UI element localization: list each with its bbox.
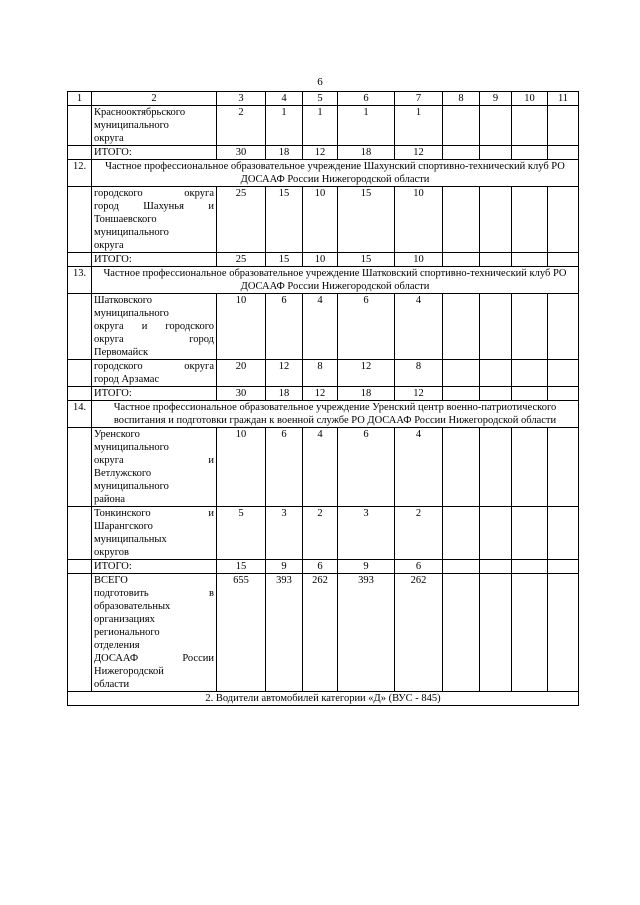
name-line: ДОСААФ России	[94, 653, 214, 664]
total-value: 10	[395, 253, 443, 267]
name-line: округа и	[94, 455, 214, 466]
name-line: муниципального	[94, 481, 169, 492]
municipality-name	[92, 360, 217, 387]
table-row	[68, 428, 579, 507]
empty-cell	[548, 560, 579, 574]
name-line: ВСЕГО	[94, 575, 128, 586]
name-line: городского округа	[94, 188, 214, 199]
municipality-name	[92, 507, 217, 560]
column-number-header: 8	[443, 92, 480, 106]
empty-cell	[480, 428, 512, 507]
training-plan-table	[67, 91, 579, 706]
table-row	[68, 574, 579, 692]
organization-name: Частное профессиональное образовательное учреждение Уренский центр военно-патриотического воспитания и подготовки граждан к военной службе РО ДОСААФ России Нижегородской области	[92, 401, 579, 428]
row-number: 12.	[68, 160, 92, 187]
section-caption: 2. Водители автомобилей категории «Д» (ВУС - 845)	[68, 692, 579, 706]
municipality-name	[92, 106, 217, 146]
name-line: организациях	[94, 614, 155, 625]
plan-value: 10	[303, 187, 338, 253]
plan-value: 15	[338, 187, 395, 253]
plan-value: 4	[303, 428, 338, 507]
empty-cell	[512, 294, 548, 360]
plan-value: 1	[338, 106, 395, 146]
empty-cell	[548, 428, 579, 507]
row-number	[68, 360, 92, 387]
total-value: 18	[266, 387, 303, 401]
empty-cell	[548, 507, 579, 560]
plan-value: 6	[338, 294, 395, 360]
name-line: муниципального	[94, 308, 169, 319]
empty-cell	[548, 253, 579, 267]
row-number	[68, 294, 92, 360]
page-number: 6	[317, 76, 323, 88]
name-line: муниципального	[94, 120, 169, 131]
empty-cell	[443, 574, 480, 692]
empty-cell	[548, 574, 579, 692]
row-number	[68, 187, 92, 253]
total-value: 30	[217, 387, 266, 401]
empty-cell	[480, 507, 512, 560]
name-line: отделения	[94, 640, 140, 651]
total-value: 9	[266, 560, 303, 574]
municipality-name	[92, 428, 217, 507]
organization-name: Частное профессиональное образовательное учреждение Шатковский спортивно-технический клуб РО ДОСААФ России Нижегородской области	[92, 267, 579, 294]
plan-value: 25	[217, 187, 266, 253]
plan-value: 2	[303, 507, 338, 560]
name-line: город Шахунья и	[94, 201, 214, 212]
plan-value: 12	[266, 360, 303, 387]
plan-value: 8	[303, 360, 338, 387]
empty-cell	[480, 146, 512, 160]
name-line: Тонкинского и	[94, 508, 214, 519]
table-row	[68, 187, 579, 253]
organization-row	[68, 267, 579, 294]
total-value: 12	[303, 146, 338, 160]
total-value: 15	[338, 253, 395, 267]
name-line: Нижегородской	[94, 666, 164, 677]
empty-cell	[512, 387, 548, 401]
empty-cell	[443, 387, 480, 401]
column-number-header: 10	[512, 92, 548, 106]
total-label: ИТОГО:	[92, 387, 217, 401]
plan-value: 4	[395, 428, 443, 507]
column-number-header: 5	[303, 92, 338, 106]
name-line: городского округа	[94, 361, 214, 372]
name-line: округа	[94, 133, 124, 144]
name-line: района	[94, 494, 126, 505]
plan-value: 15	[266, 187, 303, 253]
empty-cell	[512, 560, 548, 574]
row-number	[68, 253, 92, 267]
total-label: ИТОГО:	[92, 146, 217, 160]
total-value: 15	[266, 253, 303, 267]
table-row	[68, 507, 579, 560]
row-number	[68, 146, 92, 160]
total-value: 25	[217, 253, 266, 267]
empty-cell	[443, 253, 480, 267]
total-row	[68, 387, 579, 401]
empty-cell	[443, 360, 480, 387]
plan-value: 4	[303, 294, 338, 360]
plan-value: 6	[266, 428, 303, 507]
empty-cell	[443, 428, 480, 507]
empty-cell	[480, 574, 512, 692]
empty-cell	[480, 360, 512, 387]
total-label: ИТОГО:	[92, 560, 217, 574]
plan-value: 3	[338, 507, 395, 560]
total-value: 18	[338, 146, 395, 160]
municipality-name	[92, 187, 217, 253]
name-line: Шарангского	[94, 521, 153, 532]
plan-value: 10	[395, 187, 443, 253]
total-value: 18	[338, 387, 395, 401]
name-line: области	[94, 679, 130, 690]
plan-value: 5	[217, 507, 266, 560]
row-number	[68, 574, 92, 692]
plan-value: 10	[217, 428, 266, 507]
empty-cell	[512, 574, 548, 692]
plan-value: 393	[338, 574, 395, 692]
plan-value: 2	[217, 106, 266, 146]
empty-cell	[512, 106, 548, 146]
organization-row	[68, 401, 579, 428]
empty-cell	[548, 360, 579, 387]
total-value: 9	[338, 560, 395, 574]
plan-value: 8	[395, 360, 443, 387]
name-line: регионального	[94, 627, 160, 638]
plan-value: 6	[266, 294, 303, 360]
name-line: муниципальных	[94, 534, 167, 545]
plan-value: 1	[395, 106, 443, 146]
name-line: Краснооктябрьского	[94, 107, 186, 118]
empty-cell	[443, 560, 480, 574]
empty-cell	[512, 360, 548, 387]
municipality-name	[92, 574, 217, 692]
empty-cell	[512, 146, 548, 160]
empty-cell	[480, 560, 512, 574]
name-line: Тоншаевского	[94, 214, 157, 225]
empty-cell	[512, 507, 548, 560]
plan-value: 1	[266, 106, 303, 146]
column-number-header: 11	[548, 92, 579, 106]
name-line: Ветлужского	[94, 468, 152, 479]
column-number-header: 9	[480, 92, 512, 106]
total-value: 18	[266, 146, 303, 160]
name-line: Первомайск	[94, 347, 149, 358]
total-value: 12	[395, 387, 443, 401]
empty-cell	[443, 106, 480, 146]
organization-name: Частное профессиональное образовательное учреждение Шахунский спортивно-технический клуб РО ДОСААФ России Нижегородской области	[92, 160, 579, 187]
plan-value: 3	[266, 507, 303, 560]
plan-value: 2	[395, 507, 443, 560]
total-label: ИТОГО:	[92, 253, 217, 267]
name-line: округа и городского	[94, 321, 214, 332]
row-number	[68, 428, 92, 507]
column-number-header: 6	[338, 92, 395, 106]
name-line: город Арзамас	[94, 374, 160, 385]
plan-value: 12	[338, 360, 395, 387]
empty-cell	[480, 294, 512, 360]
organization-row	[68, 160, 579, 187]
column-number-header: 3	[217, 92, 266, 106]
total-value: 10	[303, 253, 338, 267]
empty-cell	[548, 294, 579, 360]
total-value: 12	[303, 387, 338, 401]
row-number: 14.	[68, 401, 92, 428]
empty-cell	[548, 387, 579, 401]
table-row	[68, 294, 579, 360]
plan-value: 655	[217, 574, 266, 692]
empty-cell	[443, 187, 480, 253]
plan-value: 6	[338, 428, 395, 507]
name-line: Шатковского	[94, 295, 153, 306]
empty-cell	[443, 294, 480, 360]
total-row	[68, 146, 579, 160]
row-number	[68, 387, 92, 401]
total-row	[68, 560, 579, 574]
name-line: округа город	[94, 334, 214, 345]
total-row	[68, 253, 579, 267]
column-number-header: 7	[395, 92, 443, 106]
empty-cell	[512, 253, 548, 267]
column-number-header: 2	[92, 92, 217, 106]
empty-cell	[480, 187, 512, 253]
name-line: образовательных	[94, 601, 171, 612]
empty-cell	[443, 146, 480, 160]
empty-cell	[548, 106, 579, 146]
section-caption-row	[68, 692, 579, 706]
name-line: округов	[94, 547, 129, 558]
total-value: 15	[217, 560, 266, 574]
name-line: муниципального	[94, 227, 169, 238]
total-value: 12	[395, 146, 443, 160]
plan-value: 262	[303, 574, 338, 692]
empty-cell	[512, 187, 548, 253]
municipality-name	[92, 294, 217, 360]
empty-cell	[480, 106, 512, 146]
name-line: Уренского	[94, 429, 140, 440]
plan-value: 4	[395, 294, 443, 360]
column-number-row	[68, 92, 579, 106]
plan-value: 20	[217, 360, 266, 387]
column-number-header: 4	[266, 92, 303, 106]
row-number	[68, 507, 92, 560]
table-row	[68, 106, 579, 146]
empty-cell	[480, 387, 512, 401]
plan-value: 10	[217, 294, 266, 360]
row-number: 13.	[68, 267, 92, 294]
name-line: муниципального	[94, 442, 169, 453]
empty-cell	[548, 187, 579, 253]
column-number-header: 1	[68, 92, 92, 106]
total-value: 30	[217, 146, 266, 160]
name-line: округа	[94, 240, 124, 251]
empty-cell	[480, 253, 512, 267]
row-number	[68, 106, 92, 146]
plan-value: 393	[266, 574, 303, 692]
empty-cell	[443, 507, 480, 560]
empty-cell	[548, 146, 579, 160]
empty-cell	[512, 428, 548, 507]
total-value: 6	[395, 560, 443, 574]
table-row	[68, 360, 579, 387]
plan-value: 262	[395, 574, 443, 692]
row-number	[68, 560, 92, 574]
total-value: 6	[303, 560, 338, 574]
plan-value: 1	[303, 106, 338, 146]
name-line: подготовить в	[94, 588, 214, 599]
